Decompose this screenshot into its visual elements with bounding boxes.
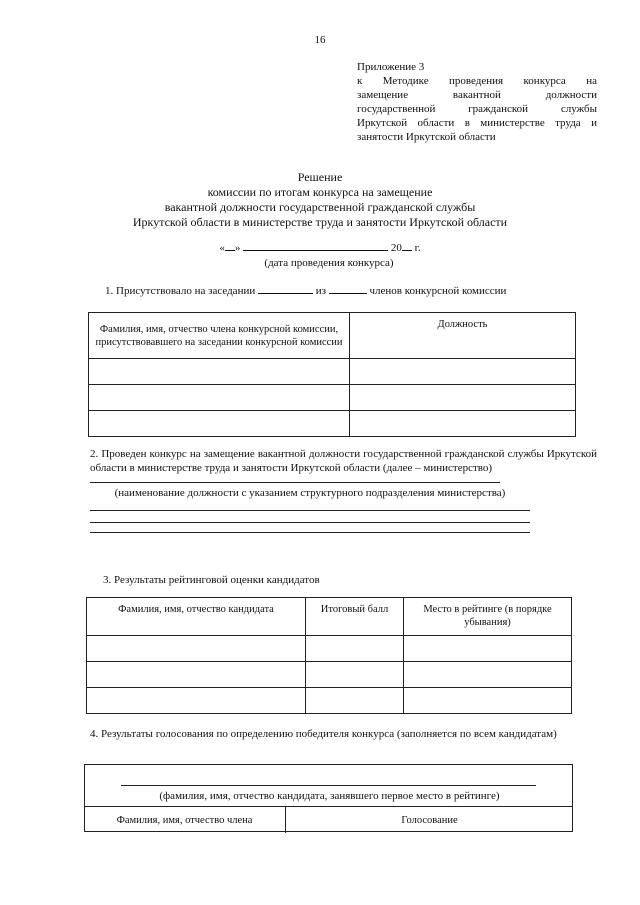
section-1-line xyxy=(105,283,506,297)
blank-line[interactable] xyxy=(90,522,530,523)
section-4-text: 4. Результаты голосования по определению победителя конкурса (заполняется по всем кандидатам) xyxy=(90,728,557,740)
table-cell[interactable] xyxy=(89,359,350,385)
decision-line: вакантной должности государственной гражданской службы xyxy=(164,200,476,214)
header-voting: Голосование xyxy=(401,814,458,826)
blank-line[interactable] xyxy=(90,510,530,511)
table-row xyxy=(87,662,572,688)
page-number: 16 xyxy=(314,34,326,46)
month-blank[interactable] xyxy=(243,240,388,251)
section-4-caption: (фамилия, имя, отчество кандидата, занявшего первое место в рейтинге) xyxy=(159,790,500,802)
table-row xyxy=(89,359,576,385)
commission-members-table xyxy=(88,312,576,437)
appendix-line: замещение вакантной должности xyxy=(357,89,597,101)
section-2-caption: (наименование должности с указанием структурного подразделения министерства) xyxy=(114,487,506,499)
table-cell[interactable] xyxy=(87,636,306,662)
decision-line: комиссии по итогам конкурса на замещение xyxy=(207,185,433,199)
year-prefix: 20 xyxy=(390,242,402,254)
table-row xyxy=(89,385,576,411)
date-caption: (дата проведения конкурса) xyxy=(264,257,394,269)
section-1-text-b: из xyxy=(315,285,326,297)
table-cell[interactable] xyxy=(306,636,404,662)
section-3-title: 3. Результаты рейтинговой оценки кандидатов xyxy=(103,574,320,586)
day-blank[interactable] xyxy=(225,240,235,251)
header-member-name: Фамилия, имя, отчество члена xyxy=(84,807,286,833)
section-2 xyxy=(90,447,597,533)
open-quote: « xyxy=(219,242,225,254)
header-position: Должность xyxy=(350,313,576,359)
candidate-rating-table xyxy=(86,597,572,714)
appendix-line: занятости Иркутской области xyxy=(357,131,496,143)
appendix-line: к Методике проведения конкурса на xyxy=(357,75,597,87)
table-row xyxy=(87,688,572,714)
total-count-blank[interactable] xyxy=(329,283,367,294)
table-header-row xyxy=(87,598,572,636)
table-row xyxy=(89,411,576,437)
table-cell[interactable] xyxy=(350,385,576,411)
appendix-line: государственной гражданской службы xyxy=(357,103,597,115)
winner-name-line[interactable] xyxy=(121,785,536,786)
present-count-blank[interactable] xyxy=(258,283,313,294)
table-cell[interactable] xyxy=(87,688,306,714)
appendix-header xyxy=(357,60,597,144)
position-name-line[interactable] xyxy=(90,482,500,483)
year-blank[interactable] xyxy=(402,240,412,251)
date-line xyxy=(0,240,640,256)
table-cell[interactable] xyxy=(404,688,572,714)
voting-table-header xyxy=(84,806,573,833)
header-candidate-name: Фамилия, имя, отчество кандидата xyxy=(87,598,306,636)
header-final-score: Итоговый балл xyxy=(306,598,404,636)
section-2-text: 2. Проведен конкурс на замещение вакантной должности государственной гражданской службы Иркутской области в министерстве труда и занятости Иркутской области (далее – министерство) xyxy=(90,448,597,474)
table-cell[interactable] xyxy=(89,411,350,437)
table-cell[interactable] xyxy=(306,688,404,714)
table-cell[interactable] xyxy=(89,385,350,411)
table-cell[interactable] xyxy=(306,662,404,688)
header-rating-place: Место в рейтинге (в порядке убывания) xyxy=(404,598,572,636)
close-quote: » xyxy=(234,242,241,254)
table-cell[interactable] xyxy=(404,662,572,688)
appendix-title: Приложение 3 xyxy=(357,61,425,73)
appendix-line: Иркутской области в министерстве труда и xyxy=(357,117,597,129)
table-cell[interactable] xyxy=(350,359,576,385)
table-cell[interactable] xyxy=(350,411,576,437)
decision-line: Иркутской области в министерстве труда и занятости Иркутской области xyxy=(132,215,508,229)
decision-heading xyxy=(0,170,640,230)
table-cell[interactable] xyxy=(87,662,306,688)
section-1-text-c: членов конкурсной комиссии xyxy=(369,285,507,297)
table-cell[interactable] xyxy=(404,636,572,662)
table-header-row xyxy=(89,313,576,359)
date-block xyxy=(0,240,640,271)
section-1-text-a: 1. Присутствовало на заседании xyxy=(105,285,256,297)
header-member-name: Фамилия, имя, отчество члена конкурсной комиссии, присутствовавшего на заседании конкурсной комиссии xyxy=(89,313,350,359)
blank-line[interactable] xyxy=(90,532,530,533)
table-row xyxy=(87,636,572,662)
year-suffix: г. xyxy=(414,242,421,254)
decision-title: Решение xyxy=(297,170,343,184)
